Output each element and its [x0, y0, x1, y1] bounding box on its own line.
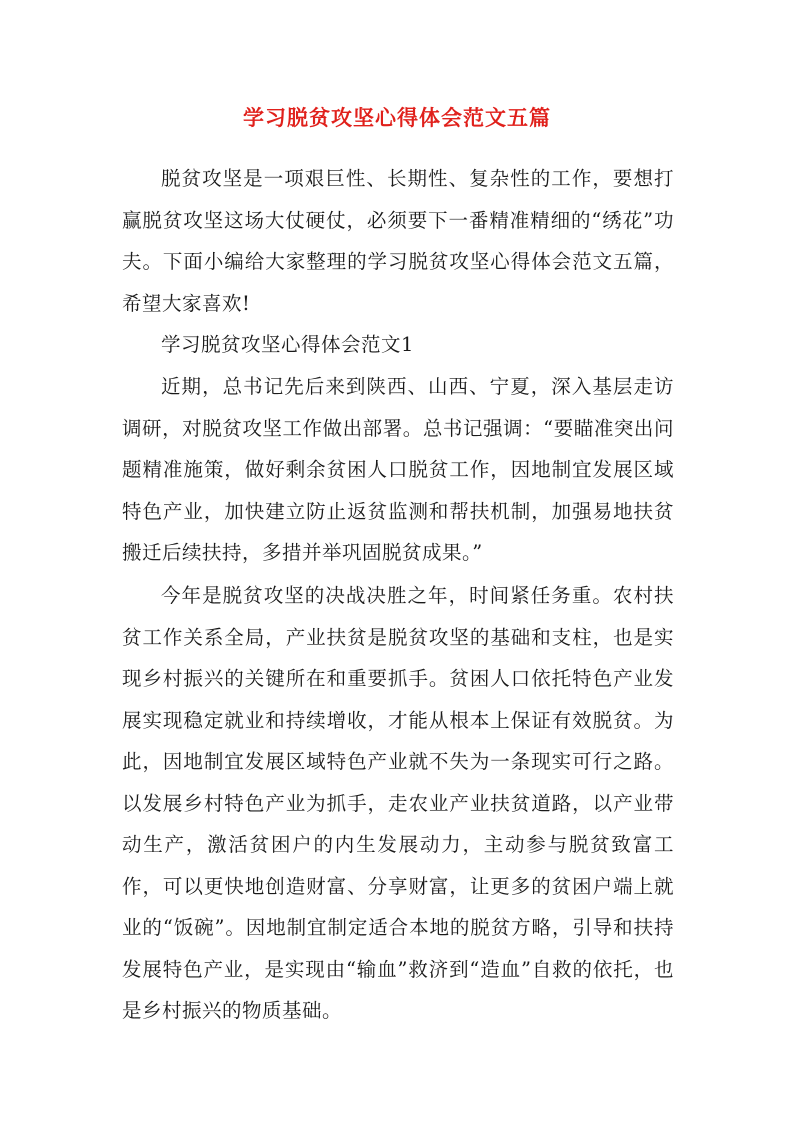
body-paragraph-1: 近期，总书记先后来到陕西、山西、宁夏，深入基层走访调研，对脱贫攻坚工作做出部署。总书记强调：“要瞄准突出问题精准施策，做好剩余贫困人口脱贫工作，因地制宜发展区域特色产业，加快建立防止返贫监测和帮扶机制，加强易地扶贫搬迁后续扶持，多措并举巩固脱贫成果。”	[122, 375, 674, 564]
body-paragraph-2-block	[122, 575, 674, 1032]
section-heading: 学习脱贫攻坚心得体会范文1	[161, 333, 414, 356]
intro-paragraph-block	[122, 158, 674, 324]
body-paragraph-1-block	[122, 366, 674, 574]
document-title: 学习脱贫攻坚心得体会范文五篇	[243, 105, 551, 130]
body-paragraph-2: 今年是脱贫攻坚的决战决胜之年，时间紧任务重。农村扶贫工作关系全局，产业扶贫是脱贫攻坚的基础和支柱，也是实现乡村振兴的关键所在和重要抓手。贫困人口依托特色产业发展实现稳定就业和持续增收，才能从根本上保证有效脱贫。为此，因地制宜发展区域特色产业就不失为一条现实可行之路。以发展乡村特色产业为抓手，走农业产业扶贫道路，以产业带动生产，激活贫困户的内生发展动力，主动参与脱贫致富工作，可以更快地创造财富、分享财富，让更多的贫困户端上就业的“饭碗”。因地制宜制定适合本地的脱贫方略，引导和扶持发展特色产业，是实现由“输血”救济到“造血”自救的依托，也是乡村振兴的物质基础。	[122, 584, 674, 1022]
intro-paragraph: 脱贫攻坚是一项艰巨性、长期性、复杂性的工作，要想打赢脱贫攻坚这场大仗硬仗，必须要下一番精准精细的“绣花”功夫。下面小编给大家整理的学习脱贫攻坚心得体会范文五篇，希望大家喜欢!	[122, 167, 674, 315]
section-heading-block	[122, 324, 674, 366]
